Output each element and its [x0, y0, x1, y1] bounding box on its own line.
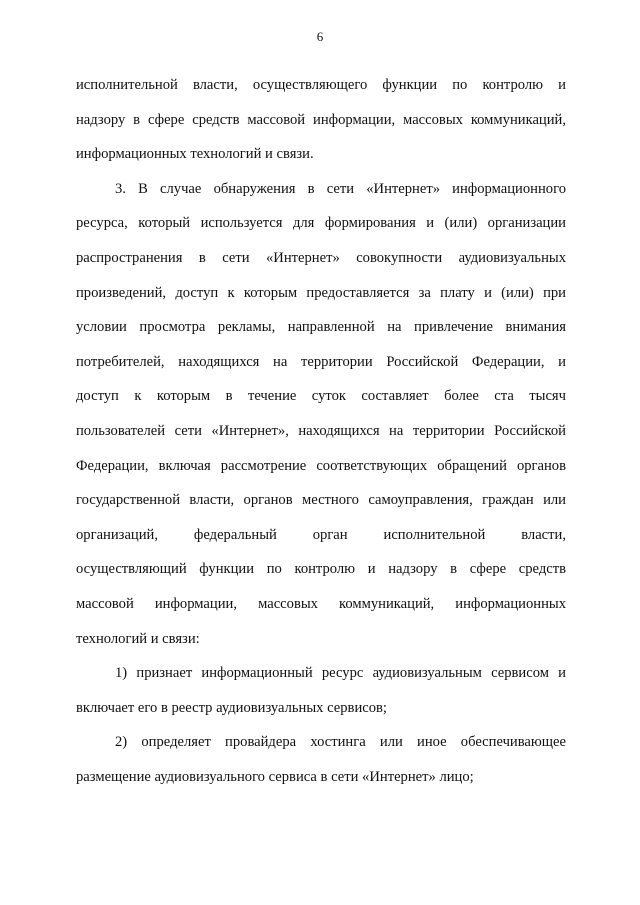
text-line: 1) признает информационный ресурс аудиовизуальным сервисом и: [115, 665, 566, 682]
text-line: доступ к которым в течение суток составляет более ста тысяч: [76, 388, 566, 405]
text-line: условии просмотра рекламы, направленной на привлечение внимания: [76, 319, 566, 336]
text-line: массовой информации, массовых коммуникаций, информационных: [76, 595, 566, 612]
text-line: государственной власти, органов местного самоуправления, граждан или: [76, 492, 566, 509]
text-line: информационных технологий и связи.: [76, 146, 314, 163]
text-line: 2) определяет провайдера хостинга или иное обеспечивающее: [115, 734, 566, 751]
document-body: [76, 68, 566, 794]
text-line: 3. В случае обнаружения в сети «Интернет» информационного: [115, 180, 566, 197]
text-line: Федерации, включая рассмотрение соответствующих обращений органов: [76, 457, 566, 474]
text-line: технологий и связи:: [76, 630, 200, 647]
page-number: 6: [316, 29, 324, 44]
text-line: распространения в сети «Интернет» совокупности аудиовизуальных: [76, 249, 566, 266]
text-line: потребителей, находящихся на территории Российской Федерации, и: [76, 353, 566, 370]
text-line: исполнительной власти, осуществляющего функции по контролю и: [76, 77, 566, 93]
text-line: произведений, доступ к которым предоставляется за плату и (или) при: [76, 284, 566, 301]
text-line: организаций, федеральный орган исполнительной власти,: [76, 526, 566, 543]
text-line: размещение аудиовизуального сервиса в сети «Интернет» лицо;: [76, 768, 474, 785]
text-line: осуществляющий функции по контролю и надзору в сфере средств: [76, 561, 566, 578]
text-line: надзору в сфере средств массовой информации, массовых коммуникаций,: [76, 111, 566, 128]
text-line: пользователей сети «Интернет», находящихся на территории Российской: [76, 422, 566, 439]
text-line: ресурса, который используется для формирования и (или) организации: [76, 215, 566, 232]
text-line: включает его в реестр аудиовизуальных сервисов;: [76, 699, 387, 716]
